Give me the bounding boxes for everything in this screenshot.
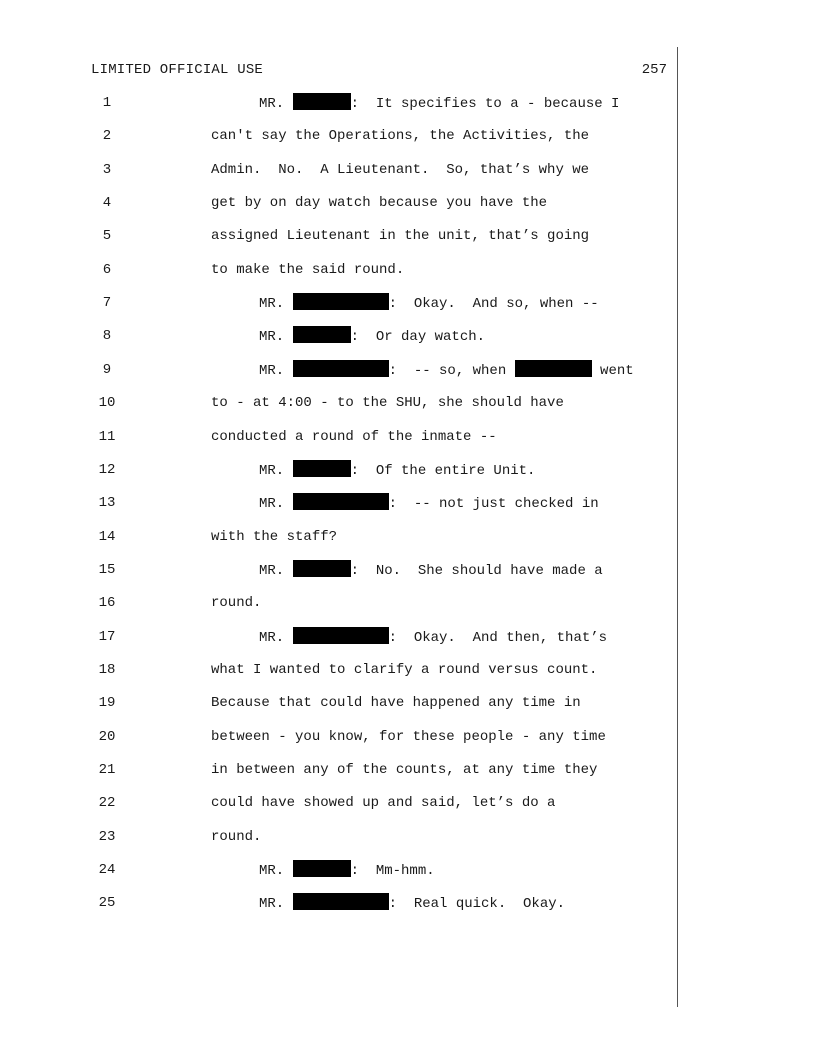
line-number: 23 xyxy=(98,828,116,845)
line-number: 11 xyxy=(98,428,116,445)
transcript-line xyxy=(0,393,816,413)
transcript-line xyxy=(0,193,816,213)
transcript-line xyxy=(0,860,816,880)
transcript-line xyxy=(0,427,816,447)
speaker-text: : Real quick. Okay. xyxy=(388,896,566,913)
transcript-line xyxy=(0,326,816,346)
line-number: 13 xyxy=(98,495,116,512)
speaker-text: : Okay. And so, when -- xyxy=(388,296,599,313)
speaker-text: : It specifies to a - because I xyxy=(350,96,620,112)
speaker-line-text xyxy=(259,93,619,114)
line-text: with the staff? xyxy=(211,528,338,545)
line-number: 15 xyxy=(98,561,116,578)
line-number: 17 xyxy=(98,628,116,645)
transcript-line xyxy=(0,727,816,747)
transcript-line xyxy=(0,593,816,613)
redaction-box xyxy=(293,93,351,110)
transcript-line xyxy=(0,126,816,146)
speaker-line-text xyxy=(259,560,603,581)
speaker-text: went xyxy=(591,362,634,379)
line-number: 9 xyxy=(102,361,112,378)
speaker-prefix: MR. xyxy=(259,296,293,313)
line-number: 5 xyxy=(102,228,112,245)
redaction-box xyxy=(293,893,389,910)
line-number: 19 xyxy=(98,695,116,712)
redaction-box xyxy=(293,560,351,577)
speaker-line-text xyxy=(259,860,435,881)
redaction-box xyxy=(293,493,389,510)
speaker-line-text xyxy=(259,893,565,914)
line-number: 25 xyxy=(98,895,116,912)
speaker-prefix: MR. xyxy=(259,863,293,880)
header-classification: LIMITED OFFICIAL USE xyxy=(91,62,264,78)
line-number: 16 xyxy=(98,595,116,612)
transcript-line xyxy=(0,93,816,113)
speaker-prefix: MR. xyxy=(259,362,293,379)
line-number: 2 xyxy=(102,128,112,145)
transcript-line xyxy=(0,827,816,847)
transcript-line xyxy=(0,793,816,813)
redaction-box xyxy=(515,360,592,377)
transcript-line xyxy=(0,693,816,713)
line-number: 6 xyxy=(102,261,112,278)
line-number: 4 xyxy=(102,195,112,212)
line-text: get by on day watch because you have the xyxy=(211,195,548,212)
line-number: 24 xyxy=(98,862,116,879)
speaker-prefix: MR. xyxy=(259,896,293,913)
line-number: 10 xyxy=(98,395,116,412)
line-number: 20 xyxy=(98,728,116,745)
redaction-box xyxy=(293,860,351,877)
speaker-prefix: MR. xyxy=(259,462,293,479)
line-number: 14 xyxy=(98,528,116,545)
redaction-box xyxy=(293,360,389,377)
redaction-box xyxy=(293,627,389,644)
speaker-prefix: MR. xyxy=(259,496,293,513)
speaker-line-text xyxy=(259,627,607,648)
speaker-line-text xyxy=(259,460,535,481)
transcript-line xyxy=(0,360,816,380)
line-number: 3 xyxy=(102,161,112,178)
speaker-text: : Of the entire Unit. xyxy=(350,462,536,479)
redaction-box xyxy=(293,293,389,310)
transcript-line xyxy=(0,493,816,513)
speaker-line-text xyxy=(259,293,599,314)
line-number: 8 xyxy=(102,328,112,345)
speaker-line-text xyxy=(259,493,599,514)
line-text: between - you know, for these people - any time xyxy=(211,728,606,745)
line-text: to make the said round. xyxy=(211,261,405,278)
line-text: in between any of the counts, at any time they xyxy=(211,762,598,778)
speaker-prefix: MR. xyxy=(259,96,293,112)
transcript-line xyxy=(0,627,816,647)
line-number: 18 xyxy=(98,661,116,678)
line-text: round. xyxy=(211,828,262,845)
speaker-text: : -- so, when xyxy=(388,362,515,379)
speaker-text: : Mm-hmm. xyxy=(350,863,435,880)
speaker-line-text xyxy=(259,326,485,347)
transcript-line xyxy=(0,893,816,913)
line-text: Because that could have happened any time in xyxy=(211,695,581,712)
transcript-line xyxy=(0,527,816,547)
transcript-line xyxy=(0,293,816,313)
line-number: 21 xyxy=(98,762,116,778)
line-number: 1 xyxy=(102,95,112,111)
line-text: Admin. No. A Lieutenant. So, that’s why we xyxy=(211,161,590,178)
line-number: 22 xyxy=(98,795,116,812)
line-text: could have showed up and said, let’s do a xyxy=(211,795,556,812)
line-text: round. xyxy=(211,595,262,612)
speaker-text: : -- not just checked in xyxy=(388,496,599,513)
speaker-text: : Okay. And then, that’s xyxy=(388,629,608,646)
line-text: can't say the Operations, the Activities, the xyxy=(211,128,590,145)
speaker-line-text xyxy=(259,360,634,381)
line-text: conducted a round of the inmate -- xyxy=(211,428,497,445)
transcript-line xyxy=(0,560,816,580)
transcript-line xyxy=(0,460,816,480)
speaker-text: : Or day watch. xyxy=(350,329,486,346)
transcript-line xyxy=(0,226,816,246)
speaker-prefix: MR. xyxy=(259,329,293,346)
redaction-box xyxy=(293,460,351,477)
transcript-line xyxy=(0,160,816,180)
speaker-text: : No. She should have made a xyxy=(350,562,603,579)
line-text: assigned Lieutenant in the unit, that’s going xyxy=(211,228,590,245)
line-number: 12 xyxy=(98,461,116,478)
line-text: to - at 4:00 - to the SHU, she should have xyxy=(211,395,564,412)
transcript-line xyxy=(0,260,816,280)
speaker-prefix: MR. xyxy=(259,629,293,646)
line-number: 7 xyxy=(102,295,112,312)
line-text: what I wanted to clarify a round versus count. xyxy=(211,661,598,678)
page-number: 257 xyxy=(641,62,667,78)
redaction-box xyxy=(293,326,351,343)
transcript-line xyxy=(0,660,816,680)
transcript-line xyxy=(0,760,816,780)
speaker-prefix: MR. xyxy=(259,562,293,579)
